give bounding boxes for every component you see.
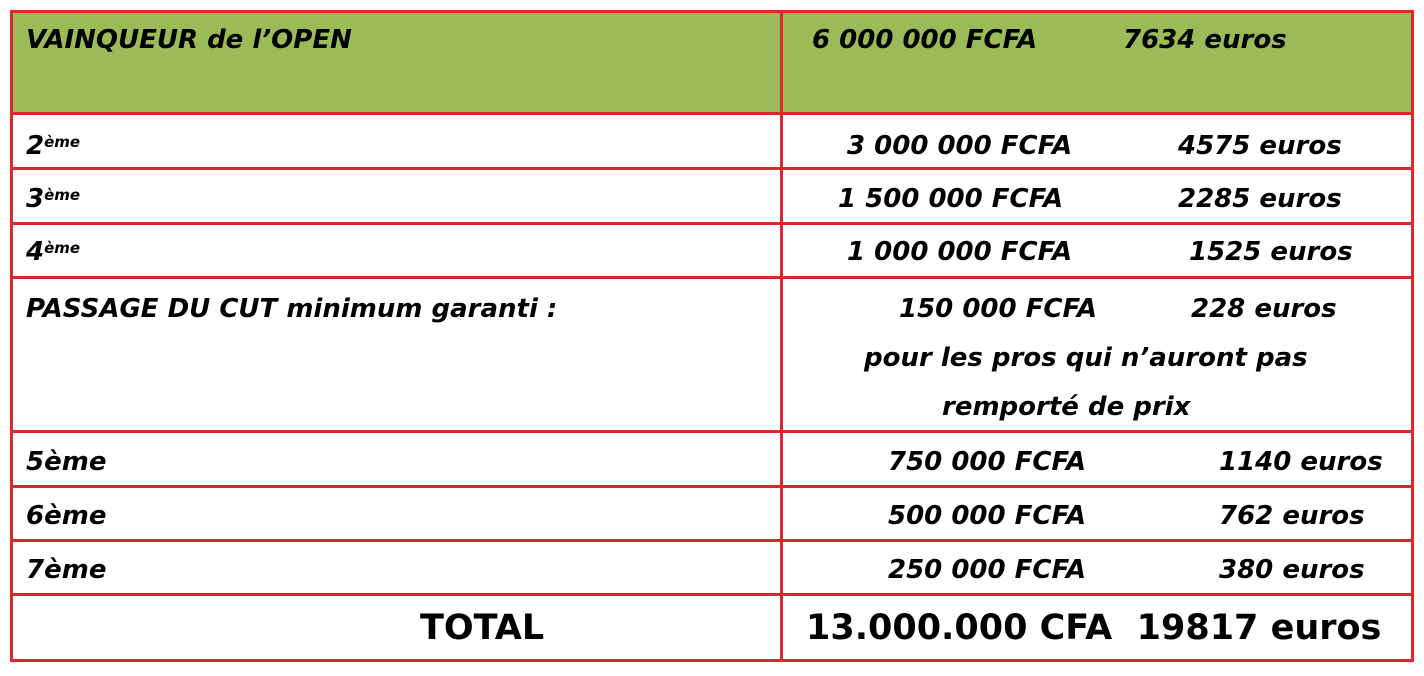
- rank-label: 3ème: [26, 184, 81, 214]
- table-border-line: [10, 430, 1414, 433]
- prize-euros: 2285 euros: [1178, 184, 1342, 214]
- prize-fcfa: 1 500 000 FCFA: [838, 184, 1064, 214]
- cut-label: PASSAGE DU CUT minimum garanti :: [26, 294, 558, 324]
- prize-fcfa: 500 000 FCFA: [888, 501, 1087, 531]
- rank-label: 5ème: [26, 447, 107, 477]
- table-border-line: [10, 112, 1414, 115]
- table-border-line: [10, 10, 1414, 13]
- rank-label: 4ème: [26, 237, 81, 267]
- table-border-line: [780, 10, 783, 662]
- prize-fcfa: 3 000 000 FCFA: [847, 131, 1073, 161]
- rank-label: 2ème: [26, 131, 81, 161]
- rank-label: 7ème: [26, 555, 107, 585]
- cut-note-line1: pour les pros qui n’auront pas: [864, 343, 1308, 373]
- table-border-line: [10, 485, 1414, 488]
- winner-fcfa: 6 000 000 FCFA: [812, 25, 1038, 55]
- prize-euros: 762 euros: [1219, 501, 1365, 531]
- prize-fcfa: 750 000 FCFA: [888, 447, 1087, 477]
- table-border-line: [10, 276, 1414, 279]
- prize-euros: 380 euros: [1219, 555, 1365, 585]
- table-border-line: [10, 10, 13, 662]
- table-border-line: [10, 659, 1414, 662]
- table-border-line: [10, 593, 1414, 596]
- table-border-line: [10, 539, 1414, 542]
- total-amount: 13.000.000 CFA 19817 euros: [806, 608, 1382, 648]
- prize-euros: 4575 euros: [1178, 131, 1342, 161]
- winner-euros: 7634 euros: [1123, 25, 1287, 55]
- table-border-line: [1411, 10, 1414, 662]
- winner-label: VAINQUEUR de l’OPEN: [26, 25, 352, 55]
- cut-fcfa: 150 000 FCFA: [899, 294, 1098, 324]
- prize-euros: 1525 euros: [1189, 237, 1353, 267]
- prize-fcfa: 250 000 FCFA: [888, 555, 1087, 585]
- table-border-line: [10, 167, 1414, 170]
- cut-euros: 228 euros: [1191, 294, 1337, 324]
- table-border-line: [10, 222, 1414, 225]
- prize-fcfa: 1 000 000 FCFA: [847, 237, 1073, 267]
- rank-label: 6ème: [26, 501, 107, 531]
- prize-euros: 1140 euros: [1219, 447, 1383, 477]
- cut-note-line2: remporté de prix: [942, 392, 1191, 422]
- total-label: TOTAL: [420, 608, 545, 648]
